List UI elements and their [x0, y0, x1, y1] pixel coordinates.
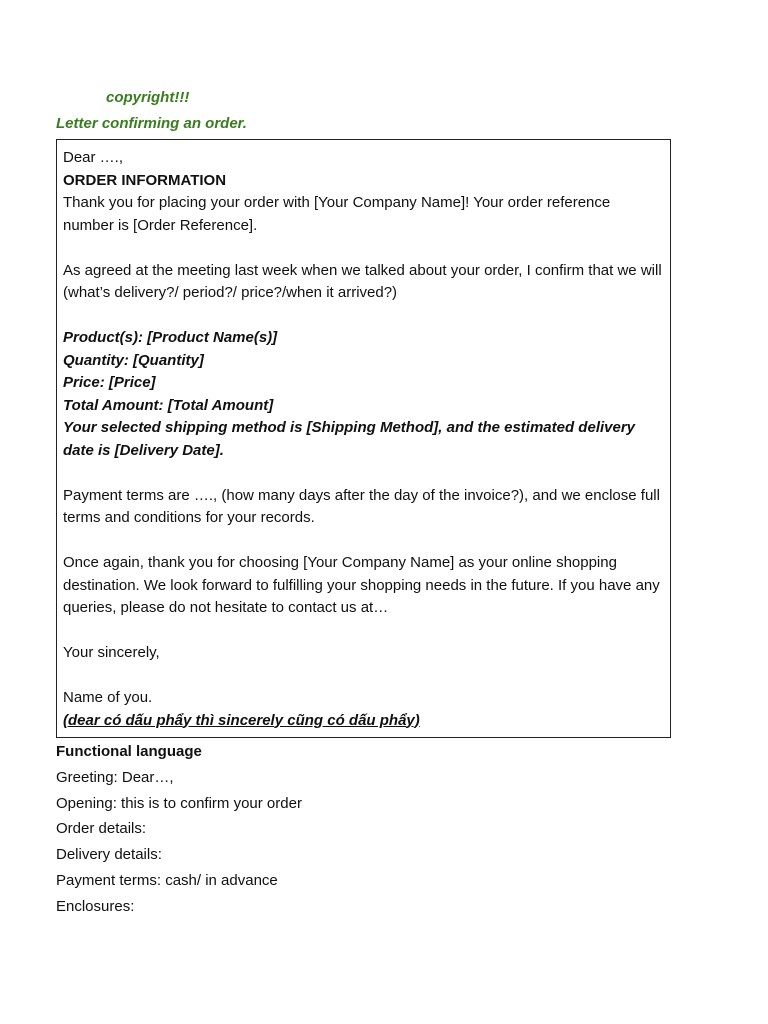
- letter-closing-paragraph: Once again, thank you for choosing [Your Company Name] as your online shopping destination. We look forward to fulfilling your shopping needs in the future. If you have any queries, please do not hesitate to contact us at…: [63, 554, 660, 616]
- order-price-line: Price: [Price]: [63, 374, 156, 391]
- order-shipping-line: Your selected shipping method is [Shipping Method], and the estimated delivery date is [Delivery Date].: [63, 419, 636, 459]
- letter-section-heading: ORDER INFORMATION: [63, 171, 227, 189]
- order-total-line: Total Amount: [Total Amount]: [63, 396, 274, 414]
- paragraph-gap: [63, 530, 664, 553]
- functional-language-heading: Functional language: [56, 743, 202, 760]
- paragraph-gap: [63, 665, 664, 688]
- functional-item-opening: Opening: this is to confirm your order: [56, 794, 302, 812]
- letter-punctuation-note: (dear có dấu phẩy thì sincerely cũng có dấu phẩy): [63, 711, 420, 729]
- letter-template-box: [56, 139, 671, 738]
- functional-item-payment-terms: Payment terms: cash/ in advance: [56, 871, 278, 889]
- letter-salutation: Dear ….,: [63, 149, 124, 166]
- paragraph-gap: [63, 237, 664, 260]
- functional-item-order-details: Order details:: [56, 820, 147, 838]
- paragraph-gap: [63, 620, 664, 643]
- functional-item-enclosures: Enclosures:: [56, 897, 135, 915]
- copyright-note: copyright!!!: [106, 89, 190, 106]
- functional-item-delivery-details: Delivery details:: [56, 846, 162, 864]
- document-title: Letter confirming an order.: [56, 115, 247, 132]
- letter-agreement-paragraph: As agreed at the meeting last week when we talked about your order, I confirm that we will (what’s delivery?/ period?/ price?/when it arrived?): [63, 261, 662, 301]
- functional-item-greeting: Greeting: Dear…,: [56, 768, 174, 786]
- order-quantity-line: Quantity: [Quantity]: [63, 351, 204, 369]
- letter-payment-paragraph: Payment terms are …., (how many days after the day of the invoice?), and we enclose full terms and conditions for your records.: [63, 486, 660, 526]
- paragraph-gap: [63, 305, 664, 328]
- functional-language-section: [56, 739, 696, 920]
- letter-signature: Name of you.: [63, 689, 153, 706]
- letter-sign-off: Your sincerely,: [63, 644, 160, 661]
- order-products-line: Product(s): [Product Name(s)]: [63, 329, 278, 346]
- paragraph-gap: [63, 462, 664, 485]
- letter-intro-paragraph: Thank you for placing your order with [Your Company Name]! Your order reference number is [Order Reference].: [63, 194, 611, 234]
